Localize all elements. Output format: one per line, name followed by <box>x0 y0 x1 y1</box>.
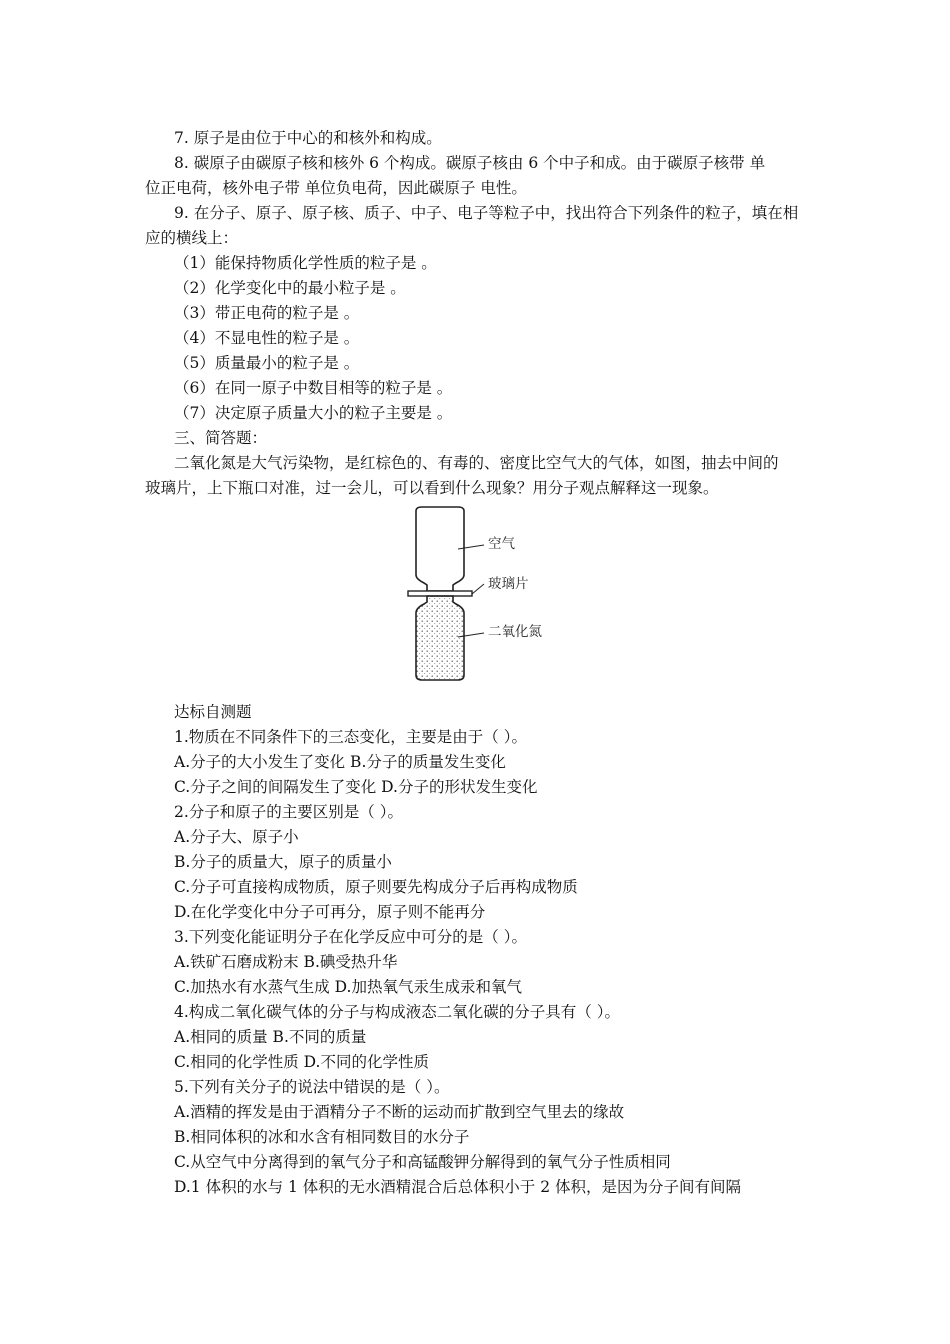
question-9-item: （4）不显电性的粒子是 。 <box>174 329 360 347</box>
self-test-line: 4.构成二氧化碳气体的分子与构成液态二氧化碳的分子具有（ ）。 <box>174 1003 620 1021</box>
self-test-line: C.分子之间的间隔发生了变化 D.分子的形状发生变化 <box>174 778 538 796</box>
self-test-line: B.分子的质量大，原子的质量小 <box>174 853 392 871</box>
self-test-line: C.分子可直接构成物质，原子则要先构成分子后再构成物质 <box>174 878 578 896</box>
self-test-line: C.从空气中分离得到的氧气分子和高锰酸钾分解得到的氧气分子性质相同 <box>174 1153 671 1171</box>
bottles-illustration <box>396 505 556 683</box>
self-test-line: 2.分子和原子的主要区别是（ ）。 <box>174 803 403 821</box>
question-9-item: （1）能保持物质化学性质的粒子是 。 <box>174 254 437 272</box>
self-test-line: A.分子大、原子小 <box>174 828 299 846</box>
bottles-diagram <box>396 505 556 683</box>
self-test-line: 1.物质在不同条件下的三态变化，主要是由于（ ）。 <box>174 728 527 746</box>
question-8-line2: 位正电荷，核外电子带 单位负电荷，因此碳原子 电性。 <box>145 179 527 197</box>
short-answer-line1: 二氧化氮是大气污染物，是红棕色的、有毒的、密度比空气大的气体，如图，抽去中间的 <box>174 454 779 472</box>
self-test-line: 5.下列有关分子的说法中错误的是（ ）。 <box>174 1078 450 1096</box>
short-answer-line2: 玻璃片，上下瓶口对准，过一会儿，可以看到什么现象？用分子观点解释这一现象。 <box>145 479 719 497</box>
question-9-item: （7）决定原子质量大小的粒子主要是 。 <box>174 404 453 422</box>
question-9-item: （2）化学变化中的最小粒子是 。 <box>174 279 406 297</box>
self-test-line: D.1 体积的水与 1 体积的无水酒精混合后总体积小于 2 体积，是因为分子间有间隔 <box>174 1178 742 1196</box>
self-test-line: C.加热水有水蒸气生成 D.加热氧气汞生成汞和氧气 <box>174 978 522 996</box>
self-test-line: C.相同的化学性质 D.不同的化学性质 <box>174 1053 429 1071</box>
question-9-line1: 9. 在分子、原子、原子核、质子、中子、电子等粒子中，找出符合下列条件的粒子，填在相 <box>174 204 799 222</box>
question-9-item: （5）质量最小的粒子是 。 <box>174 354 360 372</box>
self-test-line: D.在化学变化中分子可再分，原子则不能再分 <box>174 903 486 921</box>
question-9-item: （6）在同一原子中数目相等的粒子是 。 <box>174 379 453 397</box>
self-test-heading: 达标自测题 <box>174 703 252 721</box>
self-test-line: 3.下列变化能证明分子在化学反应中可分的是（ ）。 <box>174 928 527 946</box>
label-air: 空气 <box>488 536 515 552</box>
question-9-line2: 应的横线上： <box>145 229 239 247</box>
label-nitrogen-dioxide: 二氧化氮 <box>488 624 542 640</box>
section-3-heading: 三、简答题： <box>174 429 268 447</box>
self-test-line: A.分子的大小发生了变化 B.分子的质量发生变化 <box>174 753 506 771</box>
self-test-line: A.铁矿石磨成粉末 B.碘受热升华 <box>174 953 398 971</box>
self-test-line: A.酒精的挥发是由于酒精分子不断的运动而扩散到空气里去的缘故 <box>174 1103 625 1121</box>
label-glass-plate: 玻璃片 <box>488 576 529 592</box>
question-8-line1: 8. 碳原子由碳原子核和核外 6 个构成。碳原子核由 6 个中子和成。由于碳原子核带 单 <box>174 154 766 172</box>
question-9-item: （3）带正电荷的粒子是 。 <box>174 304 360 322</box>
self-test-line: A.相同的质量 B.不同的质量 <box>174 1028 367 1046</box>
self-test-line: B.相同体积的冰和水含有相同数目的水分子 <box>174 1128 470 1146</box>
question-7: 7. 原子是由位于中心的和核外和构成。 <box>174 129 442 147</box>
